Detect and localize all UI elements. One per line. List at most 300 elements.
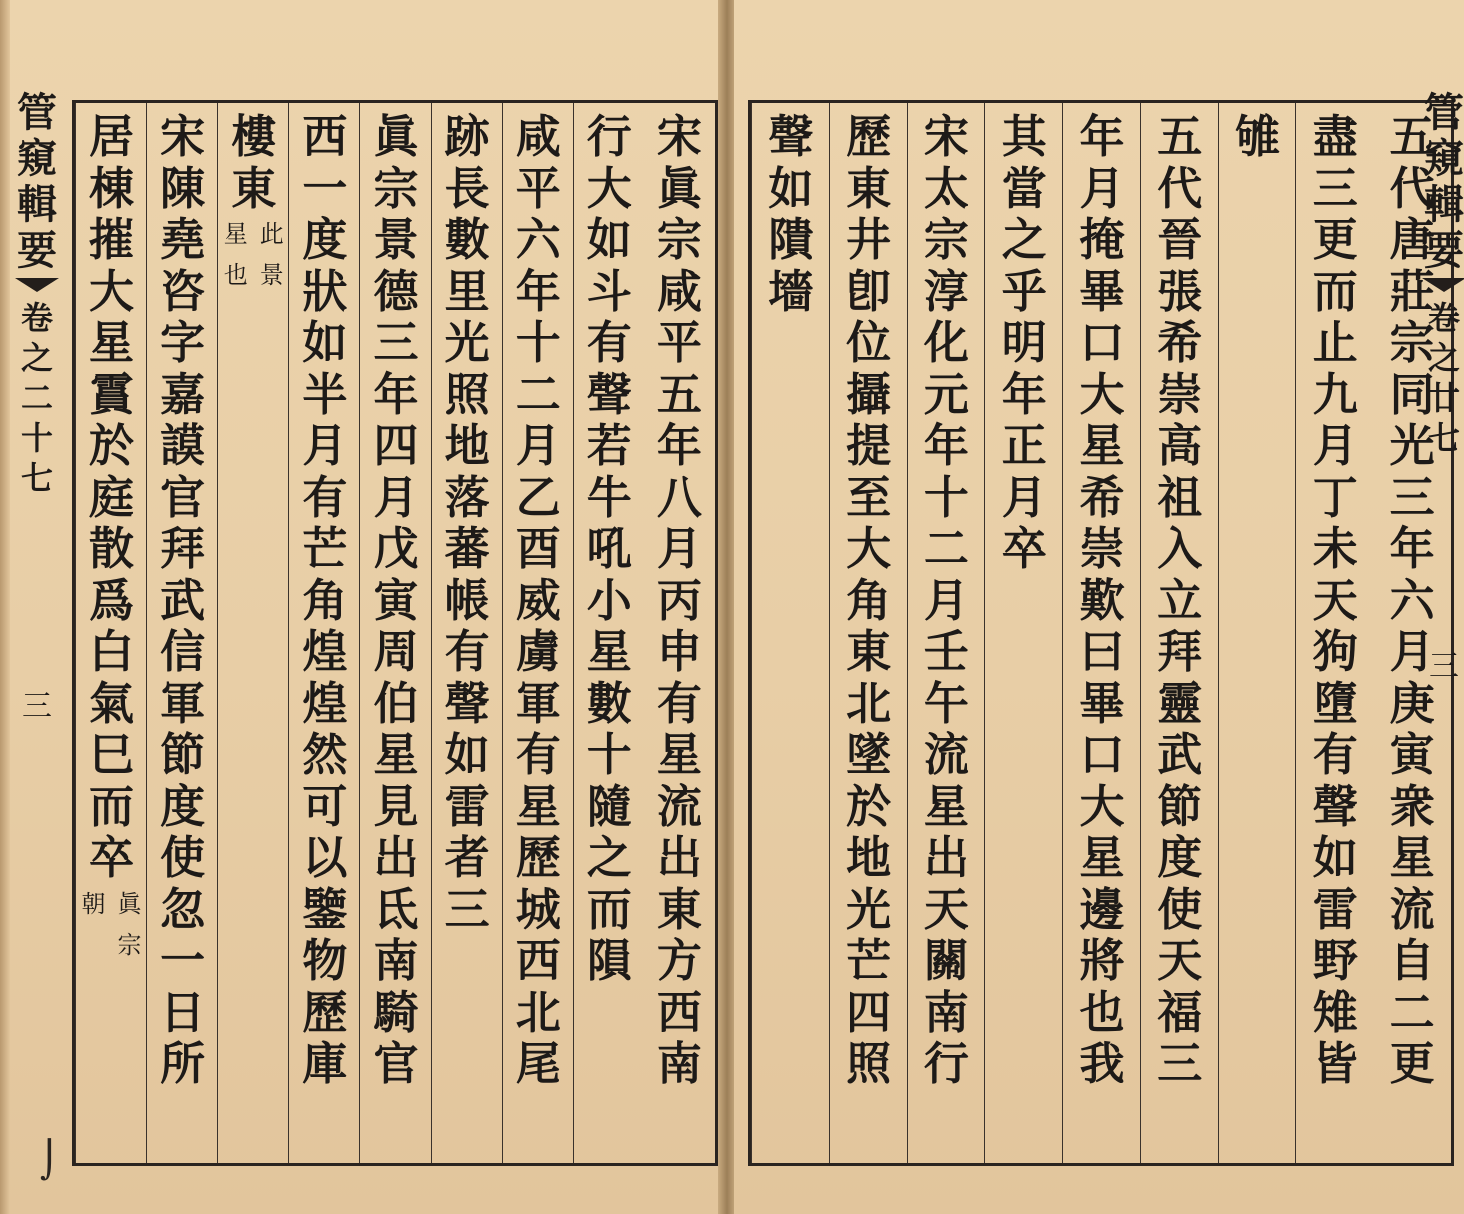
column-text xyxy=(916,111,976,1090)
glyph: 三 xyxy=(1429,649,1459,684)
glyph: 月 xyxy=(373,470,419,524)
glyph: 於 xyxy=(846,779,892,833)
margin-title xyxy=(1421,90,1464,274)
glyph: 野 xyxy=(1312,934,1358,987)
glyph: 宋 xyxy=(923,110,969,163)
glyph: 三 xyxy=(1157,1037,1203,1090)
glyph: 堯 xyxy=(160,213,206,266)
glyph: 小 xyxy=(586,573,632,627)
glyph: 星 xyxy=(1389,831,1435,884)
note-line xyxy=(221,214,251,296)
leaf-number xyxy=(17,688,57,726)
glyph: 卷 xyxy=(1427,299,1460,337)
glyph: 軍 xyxy=(160,676,206,730)
glyph: 雉 xyxy=(1312,985,1358,1039)
glyph: 皆 xyxy=(1312,1037,1358,1090)
glyph: 星 xyxy=(586,625,632,678)
glyph: 卽 xyxy=(846,264,892,318)
glyph: 之 xyxy=(20,339,53,377)
glyph: 月 xyxy=(1389,625,1435,678)
glyph: 太 xyxy=(923,161,969,215)
glyph: 節 xyxy=(1157,779,1203,833)
glyph: 行 xyxy=(923,1037,969,1090)
glyph: 若 xyxy=(586,419,632,472)
glyph: 卒 xyxy=(1001,522,1047,575)
glyph: 年 xyxy=(515,264,561,318)
glyph: 之 xyxy=(586,831,632,884)
glyph: 我 xyxy=(1079,1037,1125,1090)
glyph: 氣 xyxy=(89,676,135,730)
glyph: 尾 xyxy=(515,1037,561,1090)
note-line xyxy=(257,214,287,296)
glyph: 四 xyxy=(373,419,419,472)
glyph: 鑒 xyxy=(302,882,348,936)
text-column xyxy=(1295,103,1374,1163)
column-text xyxy=(79,111,145,966)
glyph: 庫 xyxy=(302,1037,348,1090)
glyph: 如 xyxy=(586,213,632,266)
glyph: 巳 xyxy=(89,728,135,781)
right-page xyxy=(734,0,1464,1214)
glyph: 狗 xyxy=(1312,625,1358,678)
column-text xyxy=(153,111,213,1090)
column-text xyxy=(1072,111,1132,1090)
margin-volume xyxy=(1424,298,1464,458)
glyph: 宋 xyxy=(656,110,702,163)
text-column xyxy=(217,103,289,1163)
fish-tail-mark-icon xyxy=(1422,278,1464,292)
glyph: 四 xyxy=(846,985,892,1039)
glyph: 畢 xyxy=(1079,264,1125,318)
glyph: 化 xyxy=(923,316,969,369)
glyph: 乎 xyxy=(1001,264,1047,318)
note-line xyxy=(115,884,145,966)
glyph: 三 xyxy=(1389,470,1435,524)
glyph: 乙 xyxy=(515,470,561,524)
glyph: 光 xyxy=(444,316,490,369)
glyph: 角 xyxy=(846,573,892,627)
glyph: 於 xyxy=(89,419,135,472)
glyph: 宗 xyxy=(117,930,142,959)
glyph: 可 xyxy=(302,779,348,833)
glyph: 西 xyxy=(515,934,561,987)
glyph: 出 xyxy=(923,831,969,884)
glyph: 要 xyxy=(1424,227,1464,274)
glyph: 流 xyxy=(1389,882,1435,936)
glyph: 之 xyxy=(1001,213,1047,266)
glyph: 星 xyxy=(515,779,561,833)
glyph: 年 xyxy=(1001,367,1047,421)
glyph: 南 xyxy=(656,1037,702,1090)
glyph: 高 xyxy=(1157,419,1203,472)
glyph: 年 xyxy=(923,419,969,472)
glyph: 衆 xyxy=(1389,779,1435,833)
glyph: 希 xyxy=(1079,470,1125,524)
glyph: 戊 xyxy=(373,522,419,575)
glyph: 宗 xyxy=(373,161,419,215)
fish-tail-mark-icon xyxy=(15,278,59,292)
glyph: 崇 xyxy=(1157,367,1203,421)
text-frame xyxy=(748,100,1454,1166)
glyph: 爲 xyxy=(89,573,135,627)
glyph: 三 xyxy=(1312,161,1358,215)
glyph: 照 xyxy=(846,1037,892,1090)
glyph: 流 xyxy=(923,728,969,781)
column-text xyxy=(761,111,821,317)
glyph: 月 xyxy=(1312,419,1358,472)
glyph: 窺 xyxy=(17,135,57,182)
column-text xyxy=(994,111,1054,575)
glyph: 歷 xyxy=(515,831,561,884)
glyph: 莊 xyxy=(1389,264,1435,318)
glyph: 七 xyxy=(1427,419,1460,457)
column-text xyxy=(839,111,899,1090)
glyph: 照 xyxy=(444,367,490,421)
glyph: 眞 xyxy=(656,161,702,215)
glyph: 二 xyxy=(20,379,53,417)
glyph: 三 xyxy=(444,882,490,936)
glyph: 正 xyxy=(1001,419,1047,472)
glyph: 武 xyxy=(160,573,206,627)
glyph: 而 xyxy=(1312,264,1358,318)
glyph: 年 xyxy=(373,367,419,421)
glyph: 三 xyxy=(373,316,419,369)
glyph: 攝 xyxy=(846,367,892,421)
glyph: 蕃 xyxy=(444,522,490,575)
glyph: 一 xyxy=(160,934,206,987)
glyph: 官 xyxy=(373,1037,419,1090)
glyph: 大 xyxy=(586,161,632,215)
glyph: 丁 xyxy=(1312,470,1358,524)
glyph: 大 xyxy=(1079,367,1125,421)
glyph: 有 xyxy=(515,728,561,781)
glyph: 使 xyxy=(160,831,206,884)
glyph: 眞 xyxy=(117,889,142,918)
glyph: 咸 xyxy=(656,264,702,318)
glyph: 出 xyxy=(656,831,702,884)
glyph: 煌 xyxy=(302,625,348,678)
glyph: 六 xyxy=(1389,573,1435,627)
glyph: 輯 xyxy=(17,181,57,228)
glyph: 窺 xyxy=(1424,135,1464,182)
glyph: 宗 xyxy=(656,213,702,266)
glyph: 自 xyxy=(1389,934,1435,987)
glyph: 芒 xyxy=(302,522,348,575)
glyph: 星 xyxy=(656,728,702,781)
glyph: 星 xyxy=(1079,419,1125,472)
glyph: 咸 xyxy=(515,110,561,163)
glyph: 當 xyxy=(1001,161,1047,215)
glyph: 星 xyxy=(223,220,248,248)
text-column xyxy=(1140,103,1219,1163)
glyph: 七 xyxy=(20,459,53,497)
glyph: 月 xyxy=(1079,161,1125,215)
column-text xyxy=(221,111,287,296)
glyph: 見 xyxy=(373,779,419,833)
column-text xyxy=(1150,111,1210,1090)
glyph: 星 xyxy=(1079,831,1125,884)
glyph: 忽 xyxy=(160,882,206,936)
column-text xyxy=(366,111,426,1090)
glyph: 此 xyxy=(259,220,284,248)
glyph: 德 xyxy=(373,264,419,318)
glyph: 吼 xyxy=(586,522,632,575)
glyph: 跡 xyxy=(444,110,490,163)
glyph: 嘉 xyxy=(160,367,206,421)
glyph: 止 xyxy=(1312,316,1358,369)
glyph: 聲 xyxy=(444,676,490,730)
glyph: 大 xyxy=(846,522,892,575)
glyph: 二 xyxy=(515,367,561,421)
text-column xyxy=(644,103,715,1163)
glyph: 霣 xyxy=(89,367,135,421)
glyph: 日 xyxy=(160,985,206,1039)
column-text xyxy=(1228,111,1288,163)
glyph: 之 xyxy=(1427,339,1460,377)
corner-mark-icon: ⌡ xyxy=(40,1140,59,1181)
glyph: 信 xyxy=(160,625,206,678)
text-column xyxy=(75,103,147,1163)
glyph: 有 xyxy=(1312,728,1358,781)
glyph: 更 xyxy=(1312,213,1358,266)
glyph: 流 xyxy=(656,779,702,833)
glyph: 關 xyxy=(923,934,969,987)
glyph: 邊 xyxy=(1079,882,1125,936)
glyph: 字 xyxy=(160,316,206,369)
glyph: 年 xyxy=(1079,110,1125,163)
glyph: 東 xyxy=(846,625,892,678)
glyph: 祖 xyxy=(1157,470,1203,524)
glyph: 如 xyxy=(444,728,490,781)
glyph: 靈 xyxy=(1157,676,1203,730)
glyph: 西 xyxy=(656,985,702,1039)
column-text xyxy=(649,111,709,1090)
glyph: 聲 xyxy=(1312,779,1358,833)
glyph: 至 xyxy=(846,470,892,524)
glyph: 寅 xyxy=(1389,728,1435,781)
glyph: 隨 xyxy=(586,779,632,833)
glyph: 陳 xyxy=(160,161,206,215)
glyph: 有 xyxy=(586,316,632,369)
glyph: 伯 xyxy=(373,676,419,730)
glyph: 口 xyxy=(1079,316,1125,369)
glyph: 地 xyxy=(846,831,892,884)
glyph: 東 xyxy=(231,161,277,215)
glyph: 光 xyxy=(1389,419,1435,472)
glyph: 年 xyxy=(656,419,702,472)
glyph: 有 xyxy=(444,625,490,678)
glyph: 物 xyxy=(302,934,348,987)
leaf-number xyxy=(1424,648,1464,686)
glyph: 北 xyxy=(515,985,561,1039)
glyph: 福 xyxy=(1157,985,1203,1039)
text-column xyxy=(288,103,360,1163)
glyph: 六 xyxy=(515,213,561,266)
glyph: 位 xyxy=(846,316,892,369)
glyph: 月 xyxy=(923,573,969,627)
glyph: 歎 xyxy=(1079,573,1125,627)
glyph: 度 xyxy=(160,779,206,833)
glyph: 氐 xyxy=(373,882,419,936)
glyph: 九 xyxy=(1312,367,1358,421)
glyph: 度 xyxy=(302,213,348,266)
glyph: 五 xyxy=(1389,110,1435,163)
glyph: 月 xyxy=(1001,470,1047,524)
glyph: 元 xyxy=(923,367,969,421)
interlinear-note xyxy=(79,884,145,966)
text-column xyxy=(146,103,218,1163)
glyph: 煌 xyxy=(302,676,348,730)
glyph: 酉 xyxy=(515,522,561,575)
glyph: 卒 xyxy=(89,831,135,884)
margin-title xyxy=(14,90,60,274)
note-line xyxy=(79,884,109,925)
text-column xyxy=(573,103,645,1163)
glyph: 月 xyxy=(302,419,348,472)
glyph: 官 xyxy=(160,470,206,524)
glyph: 北 xyxy=(846,676,892,730)
text-column xyxy=(1218,103,1297,1163)
glyph: 節 xyxy=(160,728,206,781)
glyph: 散 xyxy=(89,522,135,575)
glyph: 墮 xyxy=(1312,676,1358,730)
glyph: 牛 xyxy=(586,470,632,524)
glyph: 壬 xyxy=(923,625,969,678)
glyph: 五 xyxy=(656,367,702,421)
glyph: 曰 xyxy=(1079,625,1125,678)
glyph: 長 xyxy=(444,161,490,215)
glyph: 盡 xyxy=(1312,110,1358,163)
glyph: 拜 xyxy=(1157,625,1203,678)
glyph: 里 xyxy=(444,264,490,318)
glyph: 所 xyxy=(160,1037,206,1090)
glyph: 大 xyxy=(1079,779,1125,833)
glyph: 二 xyxy=(923,522,969,575)
glyph: 斗 xyxy=(586,264,632,318)
glyph: 白 xyxy=(89,625,135,678)
glyph: 十 xyxy=(586,728,632,781)
text-column xyxy=(1062,103,1141,1163)
glyph: 年 xyxy=(1389,522,1435,575)
glyph: 三 xyxy=(22,689,52,724)
glyph: 二 xyxy=(1389,985,1435,1039)
glyph: 雊 xyxy=(1235,110,1281,163)
glyph: 五 xyxy=(1157,110,1203,163)
glyph: 月 xyxy=(656,522,702,575)
glyph: 立 xyxy=(1157,573,1203,627)
left-page xyxy=(0,0,720,1214)
glyph: 管 xyxy=(17,89,57,136)
column-text xyxy=(579,111,639,987)
glyph: 芒 xyxy=(846,934,892,987)
glyph: 而 xyxy=(89,779,135,833)
glyph: 出 xyxy=(373,831,419,884)
glyph: 隕 xyxy=(586,934,632,987)
glyph: 申 xyxy=(656,625,702,678)
glyph: 如 xyxy=(302,316,348,369)
glyph: 掩 xyxy=(1079,213,1125,266)
glyph: 景 xyxy=(373,213,419,266)
text-column xyxy=(359,103,431,1163)
glyph: 武 xyxy=(1157,728,1203,781)
glyph: 地 xyxy=(444,419,490,472)
glyph: 庚 xyxy=(1389,676,1435,730)
margin-volume xyxy=(17,298,57,498)
glyph: 數 xyxy=(444,213,490,266)
glyph: 晉 xyxy=(1157,213,1203,266)
text-column xyxy=(829,103,908,1163)
glyph: 城 xyxy=(515,882,561,936)
text-column xyxy=(907,103,986,1163)
glyph: 騎 xyxy=(373,985,419,1039)
glyph: 代 xyxy=(1157,161,1203,215)
glyph: 平 xyxy=(515,161,561,215)
glyph: 者 xyxy=(444,831,490,884)
glyph: 星 xyxy=(89,316,135,369)
glyph: 數 xyxy=(586,676,632,730)
glyph: 雷 xyxy=(444,779,490,833)
glyph: 景 xyxy=(259,261,284,289)
glyph: 管 xyxy=(1424,89,1464,136)
glyph: 月 xyxy=(515,419,561,472)
glyph: 將 xyxy=(1079,934,1125,987)
glyph: 星 xyxy=(373,728,419,781)
glyph: 摧 xyxy=(89,213,135,266)
glyph: 提 xyxy=(846,419,892,472)
glyph: 十 xyxy=(923,470,969,524)
glyph: 卷 xyxy=(20,299,53,337)
glyph: 虜 xyxy=(515,625,561,678)
glyph: 東 xyxy=(846,161,892,215)
text-frame xyxy=(72,100,718,1166)
glyph: 淳 xyxy=(923,264,969,318)
glyph: 大 xyxy=(89,264,135,318)
glyph: 南 xyxy=(923,985,969,1039)
text-column xyxy=(984,103,1063,1163)
page-edge xyxy=(0,0,10,1214)
glyph: 要 xyxy=(17,227,57,274)
glyph: 棟 xyxy=(89,161,135,215)
text-column xyxy=(751,103,830,1163)
glyph: 廿 xyxy=(1427,379,1460,417)
glyph: 聲 xyxy=(768,110,814,163)
glyph: 張 xyxy=(1157,264,1203,318)
glyph: 而 xyxy=(586,882,632,936)
glyph: 聲 xyxy=(586,367,632,421)
glyph: 丙 xyxy=(656,573,702,627)
glyph: 軍 xyxy=(515,676,561,730)
glyph: 墜 xyxy=(846,728,892,781)
glyph: 宗 xyxy=(1389,316,1435,369)
column-text xyxy=(437,111,497,935)
glyph: 十 xyxy=(515,316,561,369)
glyph: 宗 xyxy=(923,213,969,266)
glyph: 唐 xyxy=(1389,213,1435,266)
glyph: 行 xyxy=(586,110,632,163)
glyph: 狀 xyxy=(302,264,348,318)
glyph: 一 xyxy=(302,161,348,215)
glyph: 畢 xyxy=(1079,676,1125,730)
glyph: 南 xyxy=(373,934,419,987)
glyph: 天 xyxy=(1157,934,1203,987)
glyph: 朝 xyxy=(81,889,106,918)
glyph: 西 xyxy=(302,110,348,163)
glyph: 眞 xyxy=(373,110,419,163)
glyph: 威 xyxy=(515,573,561,627)
column-text xyxy=(295,111,355,1090)
glyph: 有 xyxy=(656,676,702,730)
glyph: 謨 xyxy=(160,419,206,472)
